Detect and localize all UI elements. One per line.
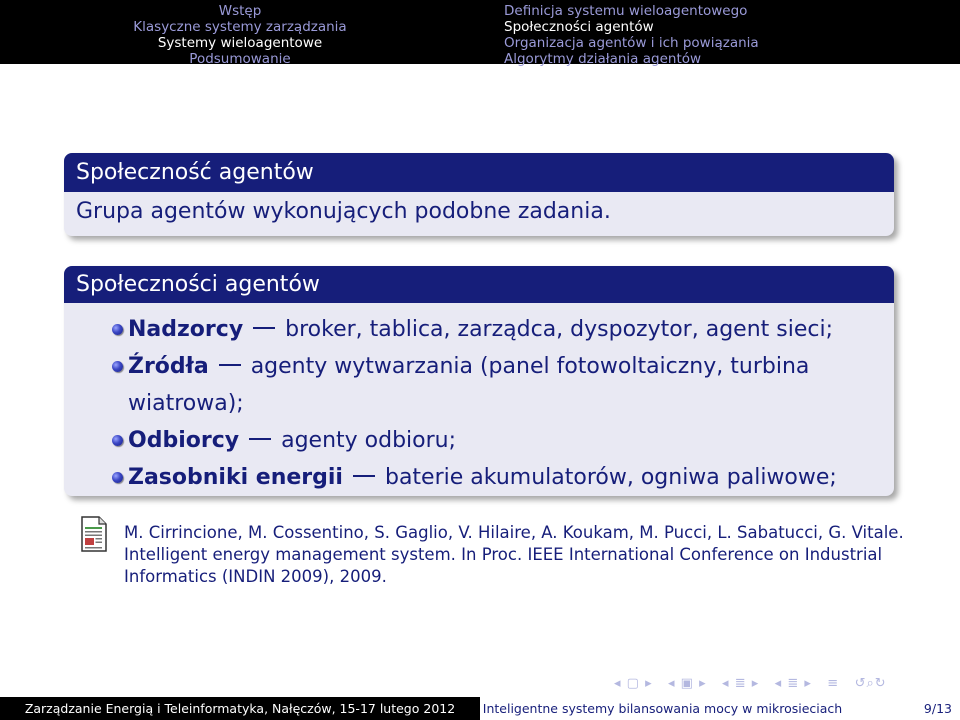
nav-section-podsumowanie[interactable]: Podsumowanie (189, 51, 291, 67)
ball-bullet-icon (112, 361, 123, 372)
definition-block (64, 153, 894, 236)
definition-block-text: Grupa agentów wykonujących podobne zadania. (76, 199, 611, 224)
em-dash (249, 438, 271, 440)
nav-section-klasyczne[interactable]: Klasyczne systemy zarządzania (133, 19, 347, 35)
list-item (76, 348, 882, 422)
ball-bullet-icon (112, 435, 123, 446)
item-term: Zasobniki energii (128, 465, 343, 490)
item-description: agenty wytwarzania (panel fotowoltaiczny, turbina wiatrowa); (128, 354, 810, 416)
communities-block-title: Społeczności agentów (64, 266, 894, 303)
nav-document-icon[interactable]: ◂ ≣ ▸ (774, 676, 812, 691)
nav-subsection-spolecznosci[interactable]: Społeczności agentów (504, 19, 654, 35)
item-term: Źródła (128, 354, 209, 379)
article-icon (80, 516, 108, 552)
subsection-list (504, 0, 960, 67)
bibliography-text: M. Cirrincione, M. Cossentino, S. Gaglio, V. Hilaire, A. Koukam, M. Pucci, L. Sabatucci, G. Vitale. Intelligent energy management system. In Proc. IEEE International Conference on Industrial Informatics (INDIN 2009), 2009. (124, 523, 904, 586)
footer-page-number: 9/13 (845, 697, 960, 720)
list-item (76, 422, 882, 459)
list-item (76, 311, 882, 348)
footer-title: Inteligentne systemy bilansowania mocy w mikrosieciach (480, 697, 845, 720)
nav-section-wstep[interactable]: Wstęp (218, 3, 262, 19)
ball-bullet-icon (112, 324, 123, 335)
em-dash (253, 327, 275, 329)
ball-bullet-icon (112, 472, 123, 483)
item-description: broker, tablica, zarządca, dyspozytor, agent sieci; (285, 317, 833, 342)
nav-prev-subsection-icon[interactable]: ◂ ▣ ▸ (668, 676, 707, 691)
beamer-navigation-controls (614, 676, 954, 692)
item-description: baterie akumulatorów, ogniwa paliwowe; (384, 465, 837, 490)
communities-block (64, 266, 894, 496)
nav-prev-section-icon[interactable]: ◂ ≣ ▸ (722, 676, 760, 691)
em-dash (219, 364, 241, 366)
item-term: Nadzorcy (128, 317, 244, 342)
section-list (0, 0, 480, 67)
nav-prev-frame-icon[interactable]: ◂ ▢ ▸ (614, 676, 653, 691)
nav-subsection-organizacja[interactable]: Organizacja agentów i ich powiązania (504, 35, 759, 51)
list-item (76, 459, 882, 496)
nav-section-wieloagentowe[interactable]: Systemy wieloagentowe (157, 35, 323, 51)
footer-conference: Zarządzanie Energią i Teleinformatyka, Nałęczów, 15-17 lutego 2012 (0, 697, 480, 720)
item-description: agenty odbioru; (281, 428, 457, 453)
top-navigation-bar (0, 0, 960, 67)
item-term: Odbiorcy (128, 428, 240, 453)
nav-subsection-algorytmy[interactable]: Algorytmy działania agentów (504, 51, 702, 67)
nav-search-icon[interactable]: ↺⌕↻ (854, 676, 887, 691)
footer (0, 697, 960, 720)
nav-subsection-definicja[interactable]: Definicja systemu wieloagentowego (504, 3, 748, 19)
communities-block-body (64, 303, 894, 496)
definition-block-title: Społeczność agentów (64, 153, 894, 192)
nav-align-icon[interactable]: ≡ (827, 676, 840, 691)
em-dash (353, 475, 375, 477)
